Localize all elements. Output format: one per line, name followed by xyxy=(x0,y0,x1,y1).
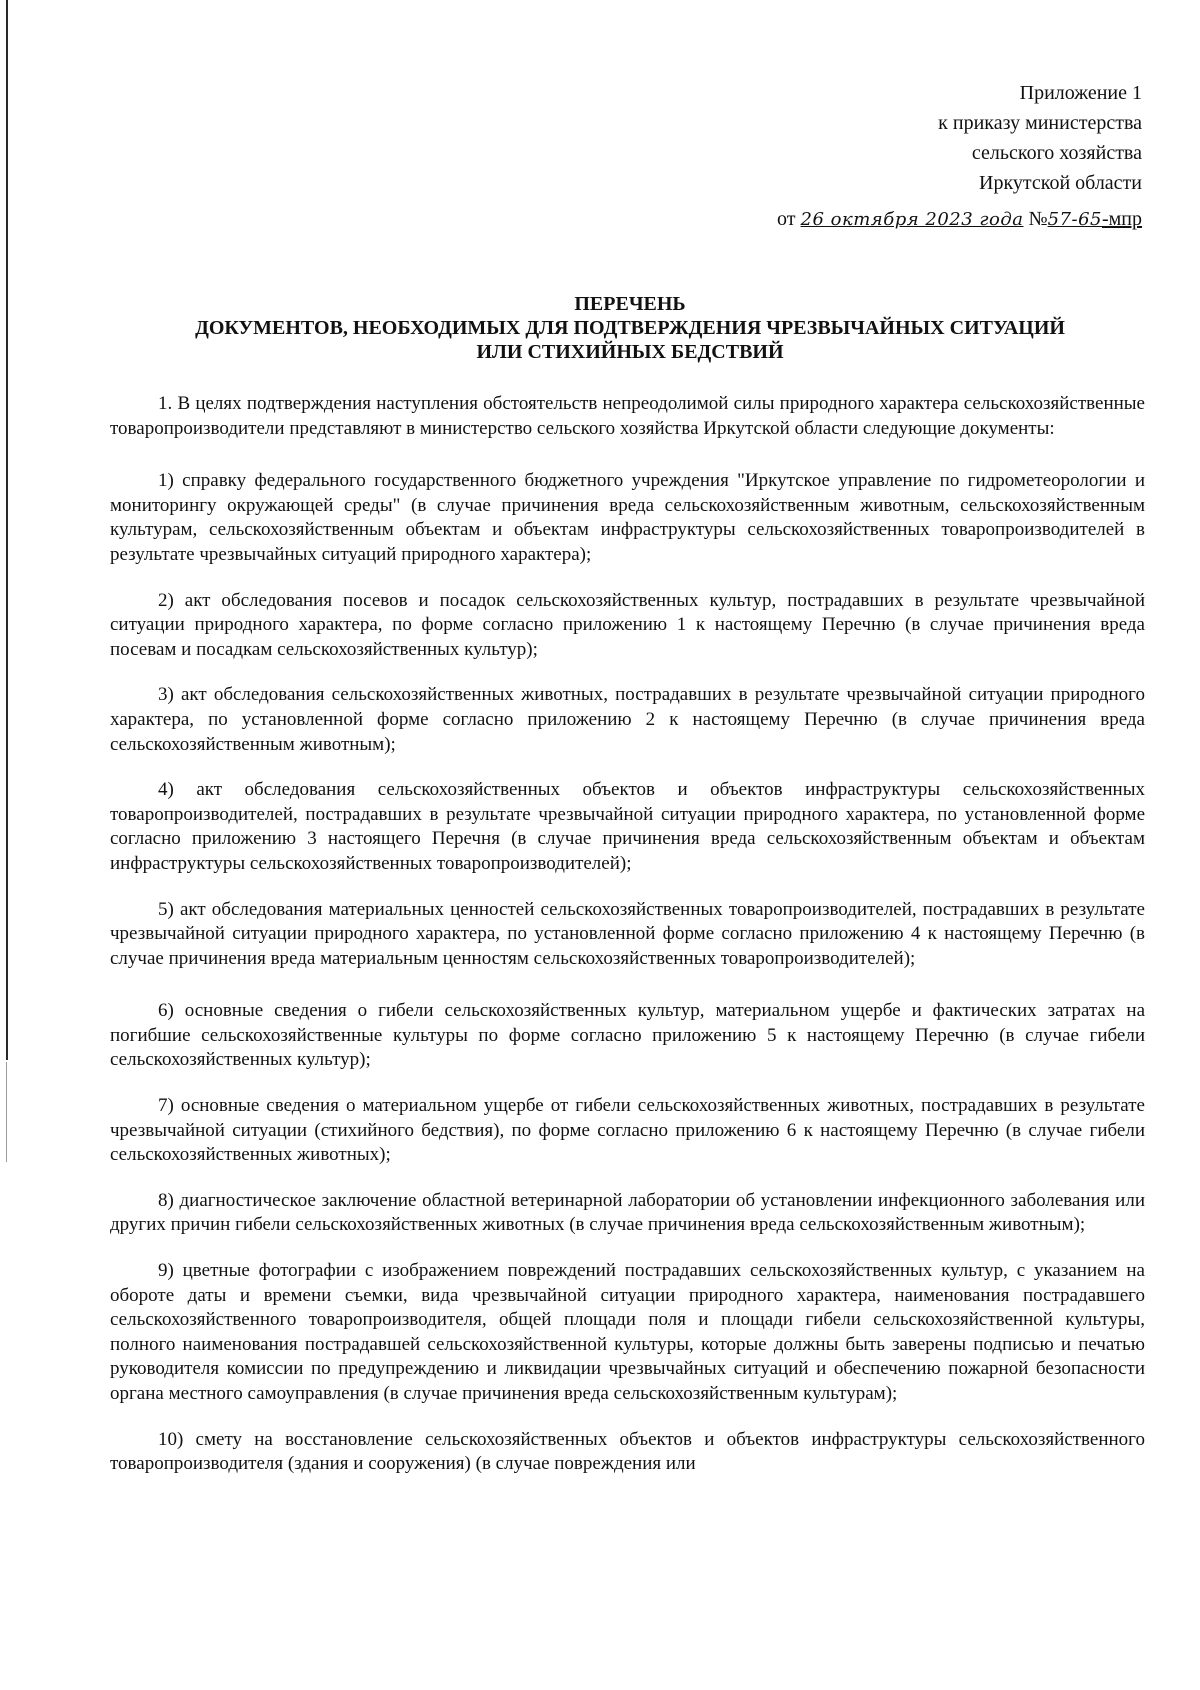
order-number-label: № xyxy=(1028,208,1048,230)
paragraph-item-9: 9) цветные фотографии с изображением повреждений пострадавших сельскохозяйственных культур, с указанием на обороте даты и времени съемки, вида чрезвычайной ситуации природного характера, наименования пострадавшего сельскохозяйственного товаропроизводителя, общей площади поля и площади гибели сельскохозяйственной культуры, полного наименования пострадавшей сельскохозяйственной культуры, которые должны быть заверены подписью и печатью руководителя комиссии по предупреждению и ликвидации чрезвычайных ситуаций и обеспечению пожарной безопасности органа местного самоуправления (в случае причинения вреда сельскохозяйственным культурам); xyxy=(110,1260,1145,1404)
appendix-line: Иркутской области xyxy=(979,172,1142,194)
appendix-line: сельского хозяйства xyxy=(971,142,1142,164)
appendix-line: Приложение 1 xyxy=(1019,82,1142,104)
appendix-block xyxy=(938,78,1142,198)
order-number-handwritten: 57-65 xyxy=(1047,209,1102,230)
order-reference xyxy=(777,204,1142,235)
order-prefix: от xyxy=(777,208,796,230)
document-title xyxy=(110,292,1150,364)
paragraph-item-5: 5) акт обследования материальных ценностей сельскохозяйственных товаропроизводителей, пострадавших в результате чрезвычайной ситуации природного характера, по установленной форме согласно приложению 4 к настоящему Перечню (в случае причинения вреда материальным ценностям сельскохозяйственных товаропроизводителей); xyxy=(110,898,1145,969)
paragraph-item-1: 1) справку федерального государственного бюджетного учреждения "Иркутское управление по гидрометеорологии и мониторингу окружающей среды" (в случае причинения вреда сельскохозяйственным животным, сельскохозяйственным культурам, сельскохозяйственным объектам и объектам инфраструктуры сельскохозяйственных товаропроизводителей в результате чрезвычайных ситуаций природного характера); xyxy=(110,470,1145,565)
paragraph-item-7: 7) основные сведения о материальном ущербе от гибели сельскохозяйственных животных, пострадавших в результате чрезвычайной ситуации (стихийного бедствия), по форме согласно приложению 6 к настоящему Перечню (в случае гибели сельскохозяйственных животных); xyxy=(110,1095,1145,1166)
paragraph-item-2: 2) акт обследования посевов и посадок сельскохозяйственных культур, пострадавших в результате чрезвычайной ситуации природного характера, по форме согласно приложению 1 к настоящему Перечню (в случае причинения вреда посевам и посадкам сельскохозяйственных культур); xyxy=(110,589,1145,660)
appendix-line: к приказу министерства xyxy=(938,112,1142,134)
paragraph-item-4: 4) акт обследования сельскохозяйственных объектов и объектов инфраструктуры сельскохозяйственных товаропроизводителей, пострадавших в результате чрезвычайной ситуации природного характера, по установленной форме согласно приложению 3 настоящего Перечня (в случае причинения вреда сельскохозяйственным объектам и объектам инфраструктуры сельскохозяйственных товаропроизводителей); xyxy=(110,779,1145,874)
title-line-1: ПЕРЕЧЕНЬ xyxy=(574,293,686,315)
order-suffix: -мпр xyxy=(1101,208,1142,230)
scan-edge-line xyxy=(6,0,8,1060)
scan-edge-line-faint xyxy=(6,1062,7,1162)
paragraph-item-8: 8) диагностическое заключение областной ветеринарной лаборатории об установлении инфекционного заболевания или других причин гибели сельскохозяйственных животных (в случае причинения вреда сельскохозяйственным животным); xyxy=(110,1189,1145,1236)
paragraph-item-6: 6) основные сведения о гибели сельскохозяйственных культур, материальном ущербе и фактических затратах на погибшие сельскохозяйственные культуры по форме согласно приложению 5 к настоящему Перечню (в случае гибели сельскохозяйственных культур); xyxy=(110,1000,1145,1071)
paragraph-intro: 1. В целях подтверждения наступления обстоятельств непреодолимой силы природного характера сельскохозяйственные товаропроизводители представляют в министерство сельского хозяйства Иркутской области следующие документы: xyxy=(110,393,1145,439)
paragraph-item-10: 10) смету на восстановление сельскохозяйственных объектов и объектов инфраструктуры сельскохозяйственного товаропроизводителя (здания и сооружения) (в случае повреждения или xyxy=(110,1428,1145,1475)
order-date-handwritten: 26 октября 2023 года xyxy=(800,209,1024,230)
title-line-2: ДОКУМЕНТОВ, НЕОБХОДИМЫХ ДЛЯ ПОДТВЕРЖДЕНИЯ ЧРЕЗВЫЧАЙНЫХ СИТУАЦИЙ xyxy=(195,317,1065,339)
document-body xyxy=(110,392,1145,1498)
title-line-3: ИЛИ СТИХИЙНЫХ БЕДСТВИЙ xyxy=(476,341,784,363)
paragraph-item-3: 3) акт обследования сельскохозяйственных животных, пострадавших в результате чрезвычайной ситуации природного характера, по установленной форме согласно приложению 2 к настоящему Перечню (в случае причинения вреда сельскохозяйственным животным); xyxy=(110,684,1145,755)
